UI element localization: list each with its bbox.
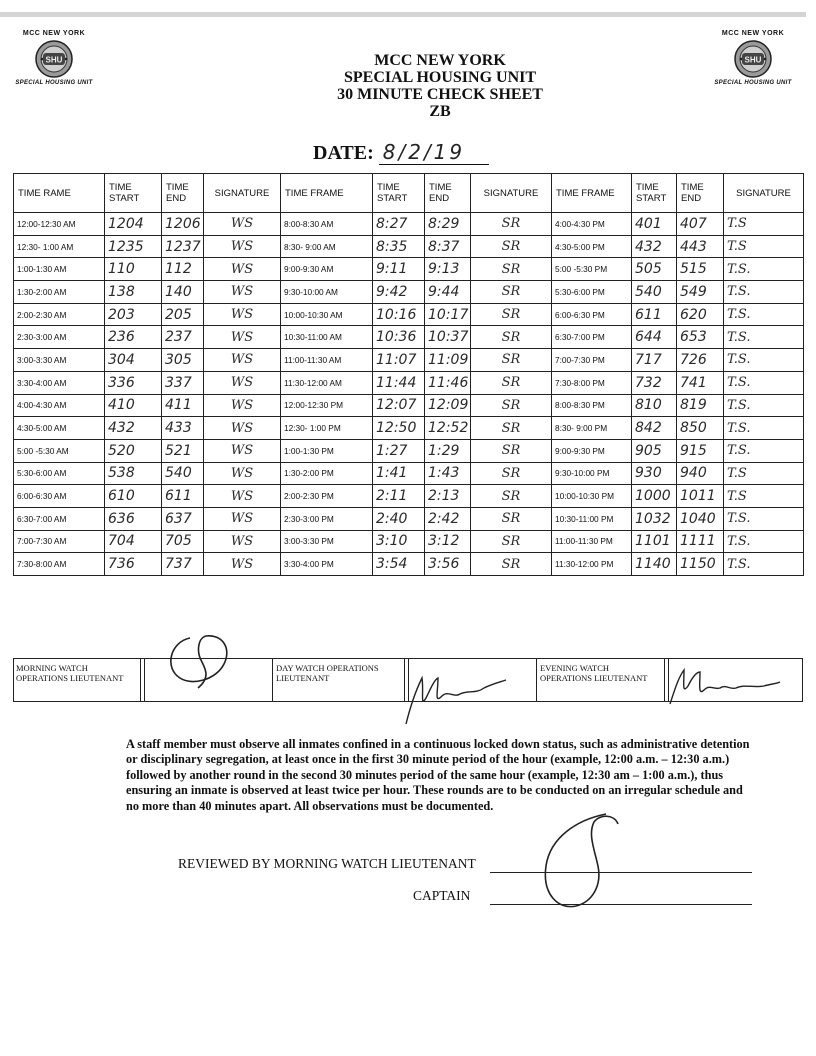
divider xyxy=(140,659,141,701)
time-frame-cell: 7:30-8:00 AM xyxy=(14,553,105,576)
signature-cell: WS xyxy=(204,530,281,553)
header-line-1: MCC NEW YORK xyxy=(374,52,506,69)
time-end-cell: 741 xyxy=(677,371,724,394)
time-frame-cell: 10:00-10:30 PM xyxy=(552,485,632,508)
signature-cell: T.S xyxy=(724,485,804,508)
time-frame-cell: 12:00-12:30 PM xyxy=(281,394,373,417)
time-end-cell: 819 xyxy=(677,394,724,417)
time-frame-cell: 2:30-3:00 AM xyxy=(14,326,105,349)
col-header: TIME START xyxy=(632,174,677,213)
mcc-logo-left xyxy=(4,30,104,86)
time-end-cell: 10:17 xyxy=(425,303,471,326)
time-end-cell: 915 xyxy=(677,439,724,462)
time-frame-cell: 11:00-11:30 AM xyxy=(281,349,373,372)
signature-cell: SR xyxy=(471,417,552,440)
signature-cell: T.S. xyxy=(724,394,804,417)
time-end-cell: 407 xyxy=(677,213,724,236)
header-line-2: SPECIAL HOUSING UNIT xyxy=(343,69,537,86)
time-frame-cell: 5:30-6:00 PM xyxy=(552,281,632,304)
signature-cell: WS xyxy=(204,258,281,281)
signature-cell: T.S. xyxy=(724,281,804,304)
col-header: TIME FRAME xyxy=(281,174,373,213)
signature-cell: T.S xyxy=(724,462,804,485)
time-end-cell: 611 xyxy=(162,485,204,508)
signature-cell: T.S. xyxy=(724,303,804,326)
table-row xyxy=(14,530,804,553)
signature-cell: T.S. xyxy=(724,553,804,576)
time-start-cell: 540 xyxy=(632,281,677,304)
time-frame-cell: 5:30-6:00 AM xyxy=(14,462,105,485)
time-end-cell: 549 xyxy=(677,281,724,304)
table-row xyxy=(14,394,804,417)
signature-cell: WS xyxy=(204,371,281,394)
table-row xyxy=(14,439,804,462)
time-frame-cell: 8:30- 9:00 AM xyxy=(281,235,373,258)
time-end-cell: 521 xyxy=(162,439,204,462)
signature-cell: SR xyxy=(471,462,552,485)
signature-cell: SR xyxy=(471,326,552,349)
table-header-row xyxy=(14,174,804,213)
signature-cell: SR xyxy=(471,507,552,530)
time-start-cell: 610 xyxy=(105,485,162,508)
time-start-cell: 1000 xyxy=(632,485,677,508)
divider xyxy=(536,659,537,701)
time-end-cell: 337 xyxy=(162,371,204,394)
time-start-cell: 636 xyxy=(105,507,162,530)
time-end-cell: 850 xyxy=(677,417,724,440)
signature-cell: WS xyxy=(204,394,281,417)
signature-cell: T.S. xyxy=(724,507,804,530)
time-end-cell: 443 xyxy=(677,235,724,258)
time-frame-cell: 11:30-12:00 PM xyxy=(552,553,632,576)
time-frame-cell: 12:30- 1:00 AM xyxy=(14,235,105,258)
time-start-cell: 8:35 xyxy=(373,235,425,258)
time-frame-cell: 5:00 -5:30 AM xyxy=(14,439,105,462)
time-end-cell: 12:52 xyxy=(425,417,471,440)
time-end-cell: 112 xyxy=(162,258,204,281)
time-end-cell: 8:29 xyxy=(425,213,471,236)
time-start-cell: 1235 xyxy=(105,235,162,258)
time-end-cell: 1111 xyxy=(677,530,724,553)
col-header: TIME START xyxy=(105,174,162,213)
col-header: TIME END xyxy=(677,174,724,213)
table-row xyxy=(14,235,804,258)
time-start-cell: 905 xyxy=(632,439,677,462)
time-frame-cell: 3:30-4:00 PM xyxy=(281,553,373,576)
time-frame-cell: 2:00-2:30 PM xyxy=(281,485,373,508)
time-frame-cell: 3:00-3:30 AM xyxy=(14,349,105,372)
signature-cell: WS xyxy=(204,235,281,258)
time-start-cell: 704 xyxy=(105,530,162,553)
time-end-cell: 3:56 xyxy=(425,553,471,576)
time-start-cell: 1204 xyxy=(105,213,162,236)
time-end-cell: 8:37 xyxy=(425,235,471,258)
table-row xyxy=(14,485,804,508)
time-end-cell: 2:42 xyxy=(425,507,471,530)
time-start-cell: 3:10 xyxy=(373,530,425,553)
time-start-cell: 1032 xyxy=(632,507,677,530)
signature-cell: SR xyxy=(471,485,552,508)
time-frame-cell: 1:00-1:30 PM xyxy=(281,439,373,462)
table-row xyxy=(14,349,804,372)
signature-cell: SR xyxy=(471,281,552,304)
signature-cell: WS xyxy=(204,213,281,236)
mcc-logo-right xyxy=(703,30,803,86)
header-line-4: ZB xyxy=(429,103,451,120)
signature-cell: WS xyxy=(204,507,281,530)
time-start-cell: 842 xyxy=(632,417,677,440)
signature-cell: T.S. xyxy=(724,349,804,372)
table-row xyxy=(14,462,804,485)
header-line-3: 30 MINUTE CHECK SHEET xyxy=(337,86,543,103)
col-header: TIME START xyxy=(373,174,425,213)
time-start-cell: 11:44 xyxy=(373,371,425,394)
time-end-cell: 12:09 xyxy=(425,394,471,417)
signature-cell: T.S. xyxy=(724,417,804,440)
signature-cell: WS xyxy=(204,349,281,372)
time-start-cell: 736 xyxy=(105,553,162,576)
time-start-cell: 2:11 xyxy=(373,485,425,508)
signature-cell: SR xyxy=(471,394,552,417)
morning-watch-label: MORNING WATCH OPERATIONS LIEUTENANT xyxy=(16,663,124,683)
time-frame-cell: 7:00-7:30 PM xyxy=(552,349,632,372)
time-frame-cell: 10:30-11:00 PM xyxy=(552,507,632,530)
table-row xyxy=(14,553,804,576)
col-header: TIME END xyxy=(162,174,204,213)
time-start-cell: 2:40 xyxy=(373,507,425,530)
time-frame-cell: 10:00-10:30 AM xyxy=(281,303,373,326)
time-frame-cell: 11:00-11:30 PM xyxy=(552,530,632,553)
time-end-cell: 3:12 xyxy=(425,530,471,553)
col-header: SIGNATURE xyxy=(204,174,281,213)
table-row xyxy=(14,371,804,394)
check-table xyxy=(13,173,804,576)
time-end-cell: 1150 xyxy=(677,553,724,576)
time-frame-cell: 1:30-2:00 AM xyxy=(14,281,105,304)
time-start-cell: 611 xyxy=(632,303,677,326)
time-frame-cell: 10:30-11:00 AM xyxy=(281,326,373,349)
logo-bottom-text: SPECIAL HOUSING UNIT xyxy=(15,80,93,86)
time-end-cell: 2:13 xyxy=(425,485,471,508)
time-end-cell: 11:09 xyxy=(425,349,471,372)
time-start-cell: 8:27 xyxy=(373,213,425,236)
time-frame-cell: 7:00-7:30 AM xyxy=(14,530,105,553)
time-start-cell: 1:41 xyxy=(373,462,425,485)
time-end-cell: 620 xyxy=(677,303,724,326)
time-frame-cell: 4:30-5:00 AM xyxy=(14,417,105,440)
signature-cell: WS xyxy=(204,439,281,462)
time-start-cell: 732 xyxy=(632,371,677,394)
signature-cell: WS xyxy=(204,417,281,440)
evening-watch-label: EVENING WATCH OPERATIONS LIEUTENANT xyxy=(540,663,648,683)
policy-notice: A staff member must observe all inmates confined in a continuous locked down status, such as administrative detention or disciplinary segregation, at least once in the first 30 minute period of the hour (example, 12:00 a.m. – 12:30 a.m.) followed by another round in the second 30 minutes period of the same hour (example, 12:30 am – 1:00 a.m.), thus ensuring an inmate is observed at least twice per hour. These rounds are to be conducted on an irregular schedule and no more than 40 minutes apart. All observations must be documented. xyxy=(126,737,750,813)
time-frame-cell: 5:00 -5:30 PM xyxy=(552,258,632,281)
reviewed-by-label: REVIEWED BY MORNING WATCH LIEUTENANT xyxy=(178,856,476,871)
time-start-cell: 644 xyxy=(632,326,677,349)
time-frame-cell: 4:00-4:30 PM xyxy=(552,213,632,236)
time-start-cell: 3:54 xyxy=(373,553,425,576)
time-start-cell: 1:27 xyxy=(373,439,425,462)
table-row xyxy=(14,326,804,349)
col-header: SIGNATURE xyxy=(724,174,804,213)
time-frame-cell: 12:30- 1:00 PM xyxy=(281,417,373,440)
table-row xyxy=(14,303,804,326)
time-start-cell: 11:07 xyxy=(373,349,425,372)
time-frame-cell: 4:00-4:30 AM xyxy=(14,394,105,417)
scan-edge-bar xyxy=(0,12,806,17)
signature-cell: SR xyxy=(471,258,552,281)
time-end-cell: 1040 xyxy=(677,507,724,530)
signature-cell: T.S. xyxy=(724,326,804,349)
time-start-cell: 810 xyxy=(632,394,677,417)
shu-seal-icon xyxy=(34,39,74,79)
time-start-cell: 1101 xyxy=(632,530,677,553)
morning-lieutenant-signature xyxy=(158,628,238,692)
signature-cell: T.S. xyxy=(724,530,804,553)
signature-cell: SR xyxy=(471,213,552,236)
time-end-cell: 9:44 xyxy=(425,281,471,304)
time-end-cell: 653 xyxy=(677,326,724,349)
svg-text:SHU: SHU xyxy=(45,55,63,65)
day-lieutenant-signature xyxy=(398,668,510,728)
time-start-cell: 520 xyxy=(105,439,162,462)
time-frame-cell: 1:00-1:30 AM xyxy=(14,258,105,281)
time-end-cell: 9:13 xyxy=(425,258,471,281)
time-end-cell: 10:37 xyxy=(425,326,471,349)
time-end-cell: 705 xyxy=(162,530,204,553)
reviewer-signature xyxy=(536,808,622,916)
evening-lieutenant-signature xyxy=(664,664,784,708)
time-end-cell: 515 xyxy=(677,258,724,281)
time-end-cell: 433 xyxy=(162,417,204,440)
signature-cell: WS xyxy=(204,303,281,326)
time-end-cell: 1:43 xyxy=(425,462,471,485)
sheet-header xyxy=(240,52,640,120)
time-end-cell: 205 xyxy=(162,303,204,326)
time-frame-cell: 7:30-8:00 PM xyxy=(552,371,632,394)
signature-cell: SR xyxy=(471,553,552,576)
table-row xyxy=(14,258,804,281)
time-frame-cell: 8:00-8:30 AM xyxy=(281,213,373,236)
col-header: SIGNATURE xyxy=(471,174,552,213)
col-header: TIME RAME xyxy=(14,174,105,213)
svg-text:SHU: SHU xyxy=(744,55,762,65)
time-start-cell: 930 xyxy=(632,462,677,485)
time-frame-cell: 9:30-10:00 PM xyxy=(552,462,632,485)
time-start-cell: 717 xyxy=(632,349,677,372)
time-start-cell: 10:16 xyxy=(373,303,425,326)
time-frame-cell: 2:30-3:00 PM xyxy=(281,507,373,530)
time-frame-cell: 8:00-8:30 PM xyxy=(552,394,632,417)
time-start-cell: 410 xyxy=(105,394,162,417)
signature-cell: WS xyxy=(204,485,281,508)
time-start-cell: 432 xyxy=(632,235,677,258)
signature-cell: SR xyxy=(471,439,552,462)
signature-cell: SR xyxy=(471,303,552,326)
signature-cell: WS xyxy=(204,281,281,304)
time-frame-cell: 11:30-12:00 AM xyxy=(281,371,373,394)
time-end-cell: 305 xyxy=(162,349,204,372)
time-frame-cell: 9:00-9:30 PM xyxy=(552,439,632,462)
time-end-cell: 1:29 xyxy=(425,439,471,462)
time-frame-cell: 3:30-4:00 AM xyxy=(14,371,105,394)
col-header: TIME FRAME xyxy=(552,174,632,213)
time-frame-cell: 6:00-6:30 AM xyxy=(14,485,105,508)
logo-bottom-text: SPECIAL HOUSING UNIT xyxy=(714,80,792,86)
signature-cell: SR xyxy=(471,349,552,372)
logo-top-text: MCC NEW YORK xyxy=(721,30,785,37)
table-row xyxy=(14,417,804,440)
signature-cell: WS xyxy=(204,326,281,349)
signature-cell: T.S. xyxy=(724,439,804,462)
divider xyxy=(144,659,145,701)
time-end-cell: 140 xyxy=(162,281,204,304)
time-start-cell: 9:42 xyxy=(373,281,425,304)
shu-seal-icon xyxy=(733,39,773,79)
time-end-cell: 11:46 xyxy=(425,371,471,394)
time-frame-cell: 8:30- 9:00 PM xyxy=(552,417,632,440)
time-end-cell: 637 xyxy=(162,507,204,530)
logo-top-text: MCC NEW YORK xyxy=(22,30,86,37)
time-frame-cell: 12:00-12:30 AM xyxy=(14,213,105,236)
time-start-cell: 1140 xyxy=(632,553,677,576)
time-end-cell: 726 xyxy=(677,349,724,372)
time-frame-cell: 9:00-9:30 AM xyxy=(281,258,373,281)
time-start-cell: 236 xyxy=(105,326,162,349)
time-end-cell: 1011 xyxy=(677,485,724,508)
day-watch-label: DAY WATCH OPERATIONS LIEUTENANT xyxy=(276,663,379,683)
time-end-cell: 237 xyxy=(162,326,204,349)
time-frame-cell: 4:30-5:00 PM xyxy=(552,235,632,258)
time-frame-cell: 2:00-2:30 AM xyxy=(14,303,105,326)
time-start-cell: 304 xyxy=(105,349,162,372)
signature-cell: T.S xyxy=(724,213,804,236)
time-frame-cell: 3:00-3:30 PM xyxy=(281,530,373,553)
date-value: 8/2/19 xyxy=(379,140,489,165)
table-row xyxy=(14,507,804,530)
date-row xyxy=(313,140,489,165)
signature-cell: SR xyxy=(471,530,552,553)
time-frame-cell: 6:30-7:00 AM xyxy=(14,507,105,530)
time-end-cell: 737 xyxy=(162,553,204,576)
signature-cell: T.S. xyxy=(724,258,804,281)
signature-cell: T.S. xyxy=(724,371,804,394)
time-start-cell: 336 xyxy=(105,371,162,394)
date-label: DATE: xyxy=(313,142,374,164)
time-start-cell: 538 xyxy=(105,462,162,485)
divider xyxy=(272,659,273,701)
time-frame-cell: 6:30-7:00 PM xyxy=(552,326,632,349)
signature-cell: SR xyxy=(471,235,552,258)
captain-label: CAPTAIN xyxy=(413,888,471,903)
time-end-cell: 411 xyxy=(162,394,204,417)
time-end-cell: 1206 xyxy=(162,213,204,236)
time-end-cell: 1237 xyxy=(162,235,204,258)
signature-cell: SR xyxy=(471,371,552,394)
time-start-cell: 432 xyxy=(105,417,162,440)
table-row xyxy=(14,213,804,236)
time-start-cell: 12:50 xyxy=(373,417,425,440)
signature-cell: WS xyxy=(204,462,281,485)
time-frame-cell: 6:00-6:30 PM xyxy=(552,303,632,326)
time-frame-cell: 1:30-2:00 PM xyxy=(281,462,373,485)
time-start-cell: 110 xyxy=(105,258,162,281)
time-start-cell: 10:36 xyxy=(373,326,425,349)
time-start-cell: 138 xyxy=(105,281,162,304)
table-row xyxy=(14,281,804,304)
time-frame-cell: 9:30-10:00 AM xyxy=(281,281,373,304)
col-header: TIME END xyxy=(425,174,471,213)
time-start-cell: 505 xyxy=(632,258,677,281)
signature-cell: WS xyxy=(204,553,281,576)
signature-cell: T.S xyxy=(724,235,804,258)
time-start-cell: 12:07 xyxy=(373,394,425,417)
time-start-cell: 203 xyxy=(105,303,162,326)
time-start-cell: 401 xyxy=(632,213,677,236)
time-end-cell: 540 xyxy=(162,462,204,485)
time-end-cell: 940 xyxy=(677,462,724,485)
time-start-cell: 9:11 xyxy=(373,258,425,281)
